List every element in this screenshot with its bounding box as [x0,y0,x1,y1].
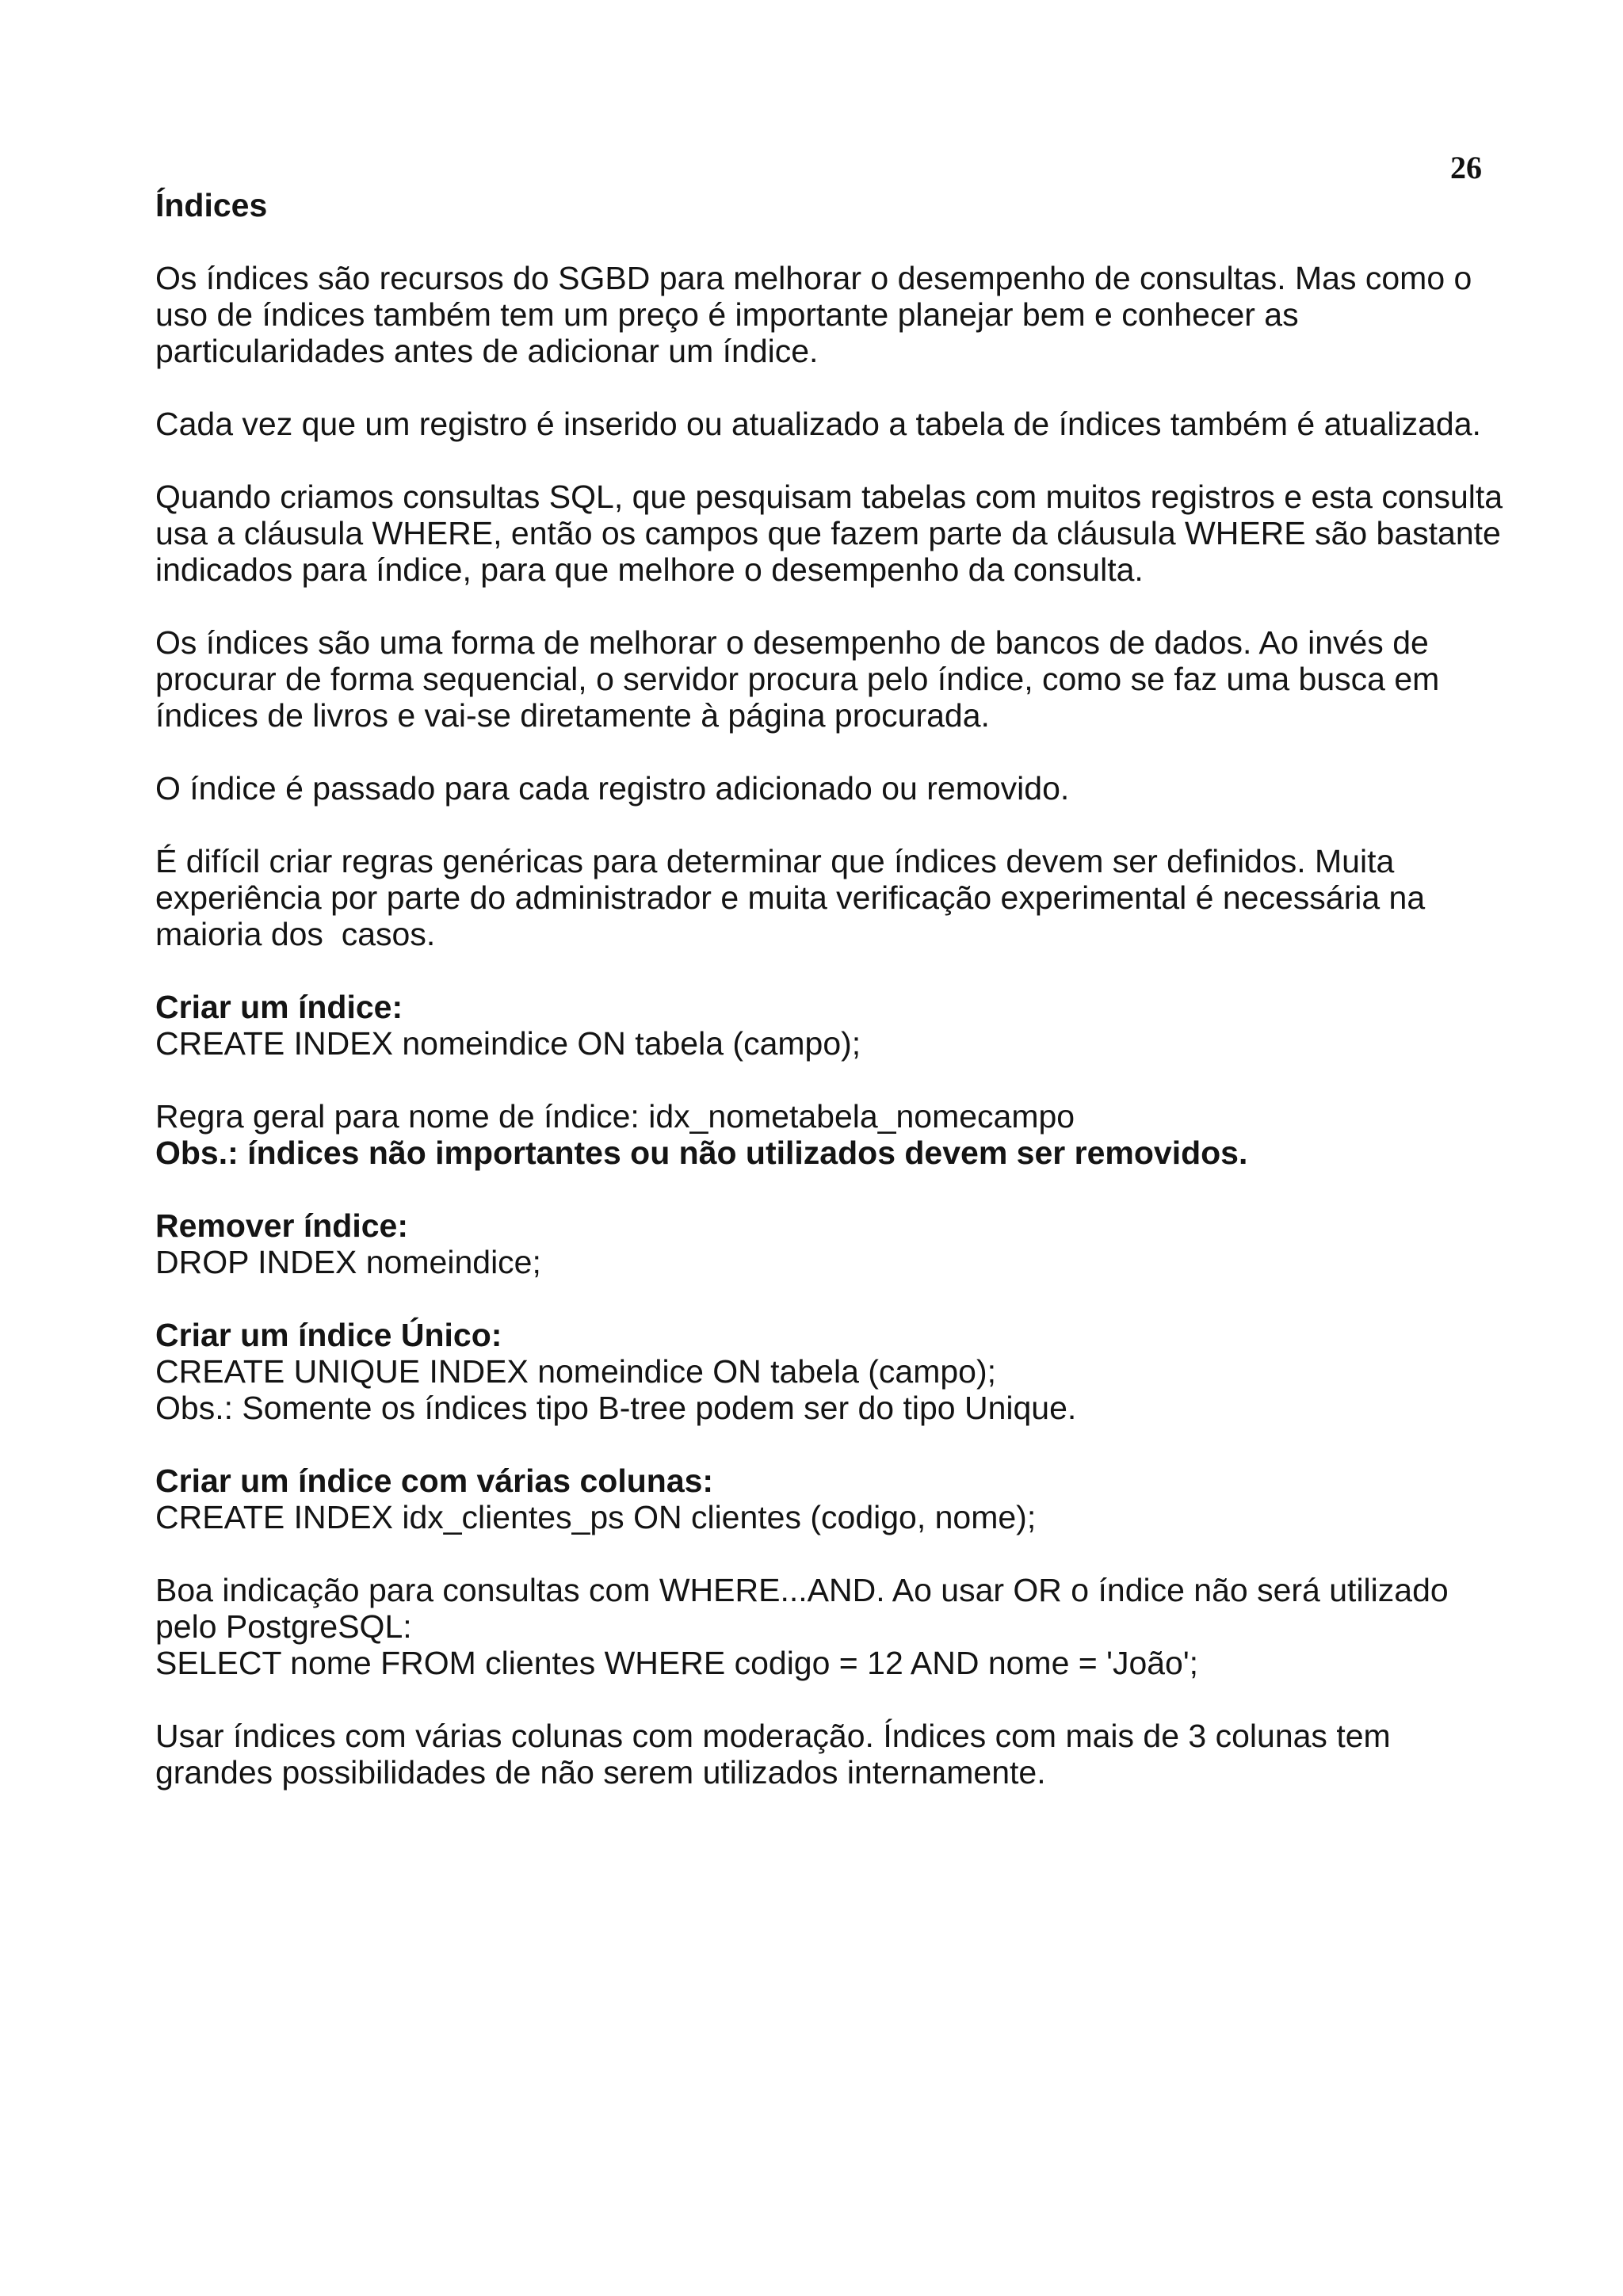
text-line: É difícil criar regras genéricas para determinar que índices devem ser definidos. Muita [155,843,1395,879]
paragraph [155,624,1550,734]
paragraph [155,843,1550,952]
text-line: maioria dos casos. [155,916,436,952]
text-line: particularidades antes de adicionar um índice. [155,333,819,369]
code-line: CREATE UNIQUE INDEX nomeindice ON tabela (campo); [155,1353,997,1390]
code-line: CREATE INDEX idx_clientes_ps ON clientes (codigo, nome); [155,1499,1037,1535]
section-unique-index [155,1317,1550,1426]
text-line: O índice é passado para cada registro adicionado ou removido. [155,770,1070,807]
section-heading: Remover índice: [155,1207,408,1244]
text-line: Os índices são uma forma de melhorar o desempenho de bancos de dados. Ao invés de [155,624,1429,661]
section-drop-index [155,1207,1550,1280]
code-line: DROP INDEX nomeindice; [155,1244,541,1280]
document-body [155,187,1550,1827]
text-line: uso de índices também tem um preço é importante planejar bem e conhecer as [155,296,1299,333]
section-create-index [155,989,1550,1062]
paragraph [155,1718,1550,1791]
text-line: indicados para índice, para que melhore o desempenho da consulta. [155,551,1144,588]
text-line: Obs.: Somente os índices tipo B-tree podem ser do tipo Unique. [155,1390,1077,1426]
paragraph [155,770,1550,807]
text-line: Regra geral para nome de índice: idx_nometabela_nomecampo [155,1098,1075,1135]
paragraph [155,479,1550,588]
note-bold: Obs.: índices não importantes ou não utilizados devem ser removidos. [155,1135,1248,1171]
code-line: CREATE INDEX nomeindice ON tabela (campo); [155,1025,861,1062]
text-line: Cada vez que um registro é inserido ou atualizado a tabela de índices também é atualizada. [155,406,1481,442]
text-line: índices de livros e vai-se diretamente à página procurada. [155,697,990,734]
text-line: Quando criamos consultas SQL, que pesquisam tabelas com muitos registros e esta consulta [155,479,1503,515]
code-line: SELECT nome FROM clientes WHERE codigo = 12 AND nome = 'João'; [155,1645,1199,1681]
text-line: experiência por parte do administrador e muita verificação experimental é necessária na [155,879,1426,916]
section-naming-rule [155,1098,1550,1171]
section-multicolumn-index [155,1463,1550,1535]
paragraph [155,260,1550,369]
text-line: Os índices são recursos do SGBD para melhorar o desempenho de consultas. Mas como o [155,260,1472,296]
text-line: Boa indicação para consultas com WHERE...AND. Ao usar OR o índice não será utilizado [155,1572,1449,1608]
page-number: 26 [1450,150,1482,185]
text-line: pelo PostgreSQL: [155,1608,412,1645]
section-heading: Criar um índice Único: [155,1317,502,1353]
section-heading: Criar um índice: [155,989,403,1025]
section-heading: Criar um índice com várias colunas: [155,1463,714,1499]
text-line: grandes possibilidades de não serem utilizados internamente. [155,1754,1046,1791]
text-line: procurar de forma sequencial, o servidor procura pelo índice, como se faz uma busca em [155,661,1440,697]
section-title: Índices [155,187,268,223]
text-line: Usar índices com várias colunas com moderação. Índices com mais de 3 colunas tem [155,1718,1391,1754]
paragraph [155,1572,1550,1681]
text-line: usa a cláusula WHERE, então os campos que fazem parte da cláusula WHERE são bastante [155,515,1501,551]
paragraph [155,406,1550,442]
